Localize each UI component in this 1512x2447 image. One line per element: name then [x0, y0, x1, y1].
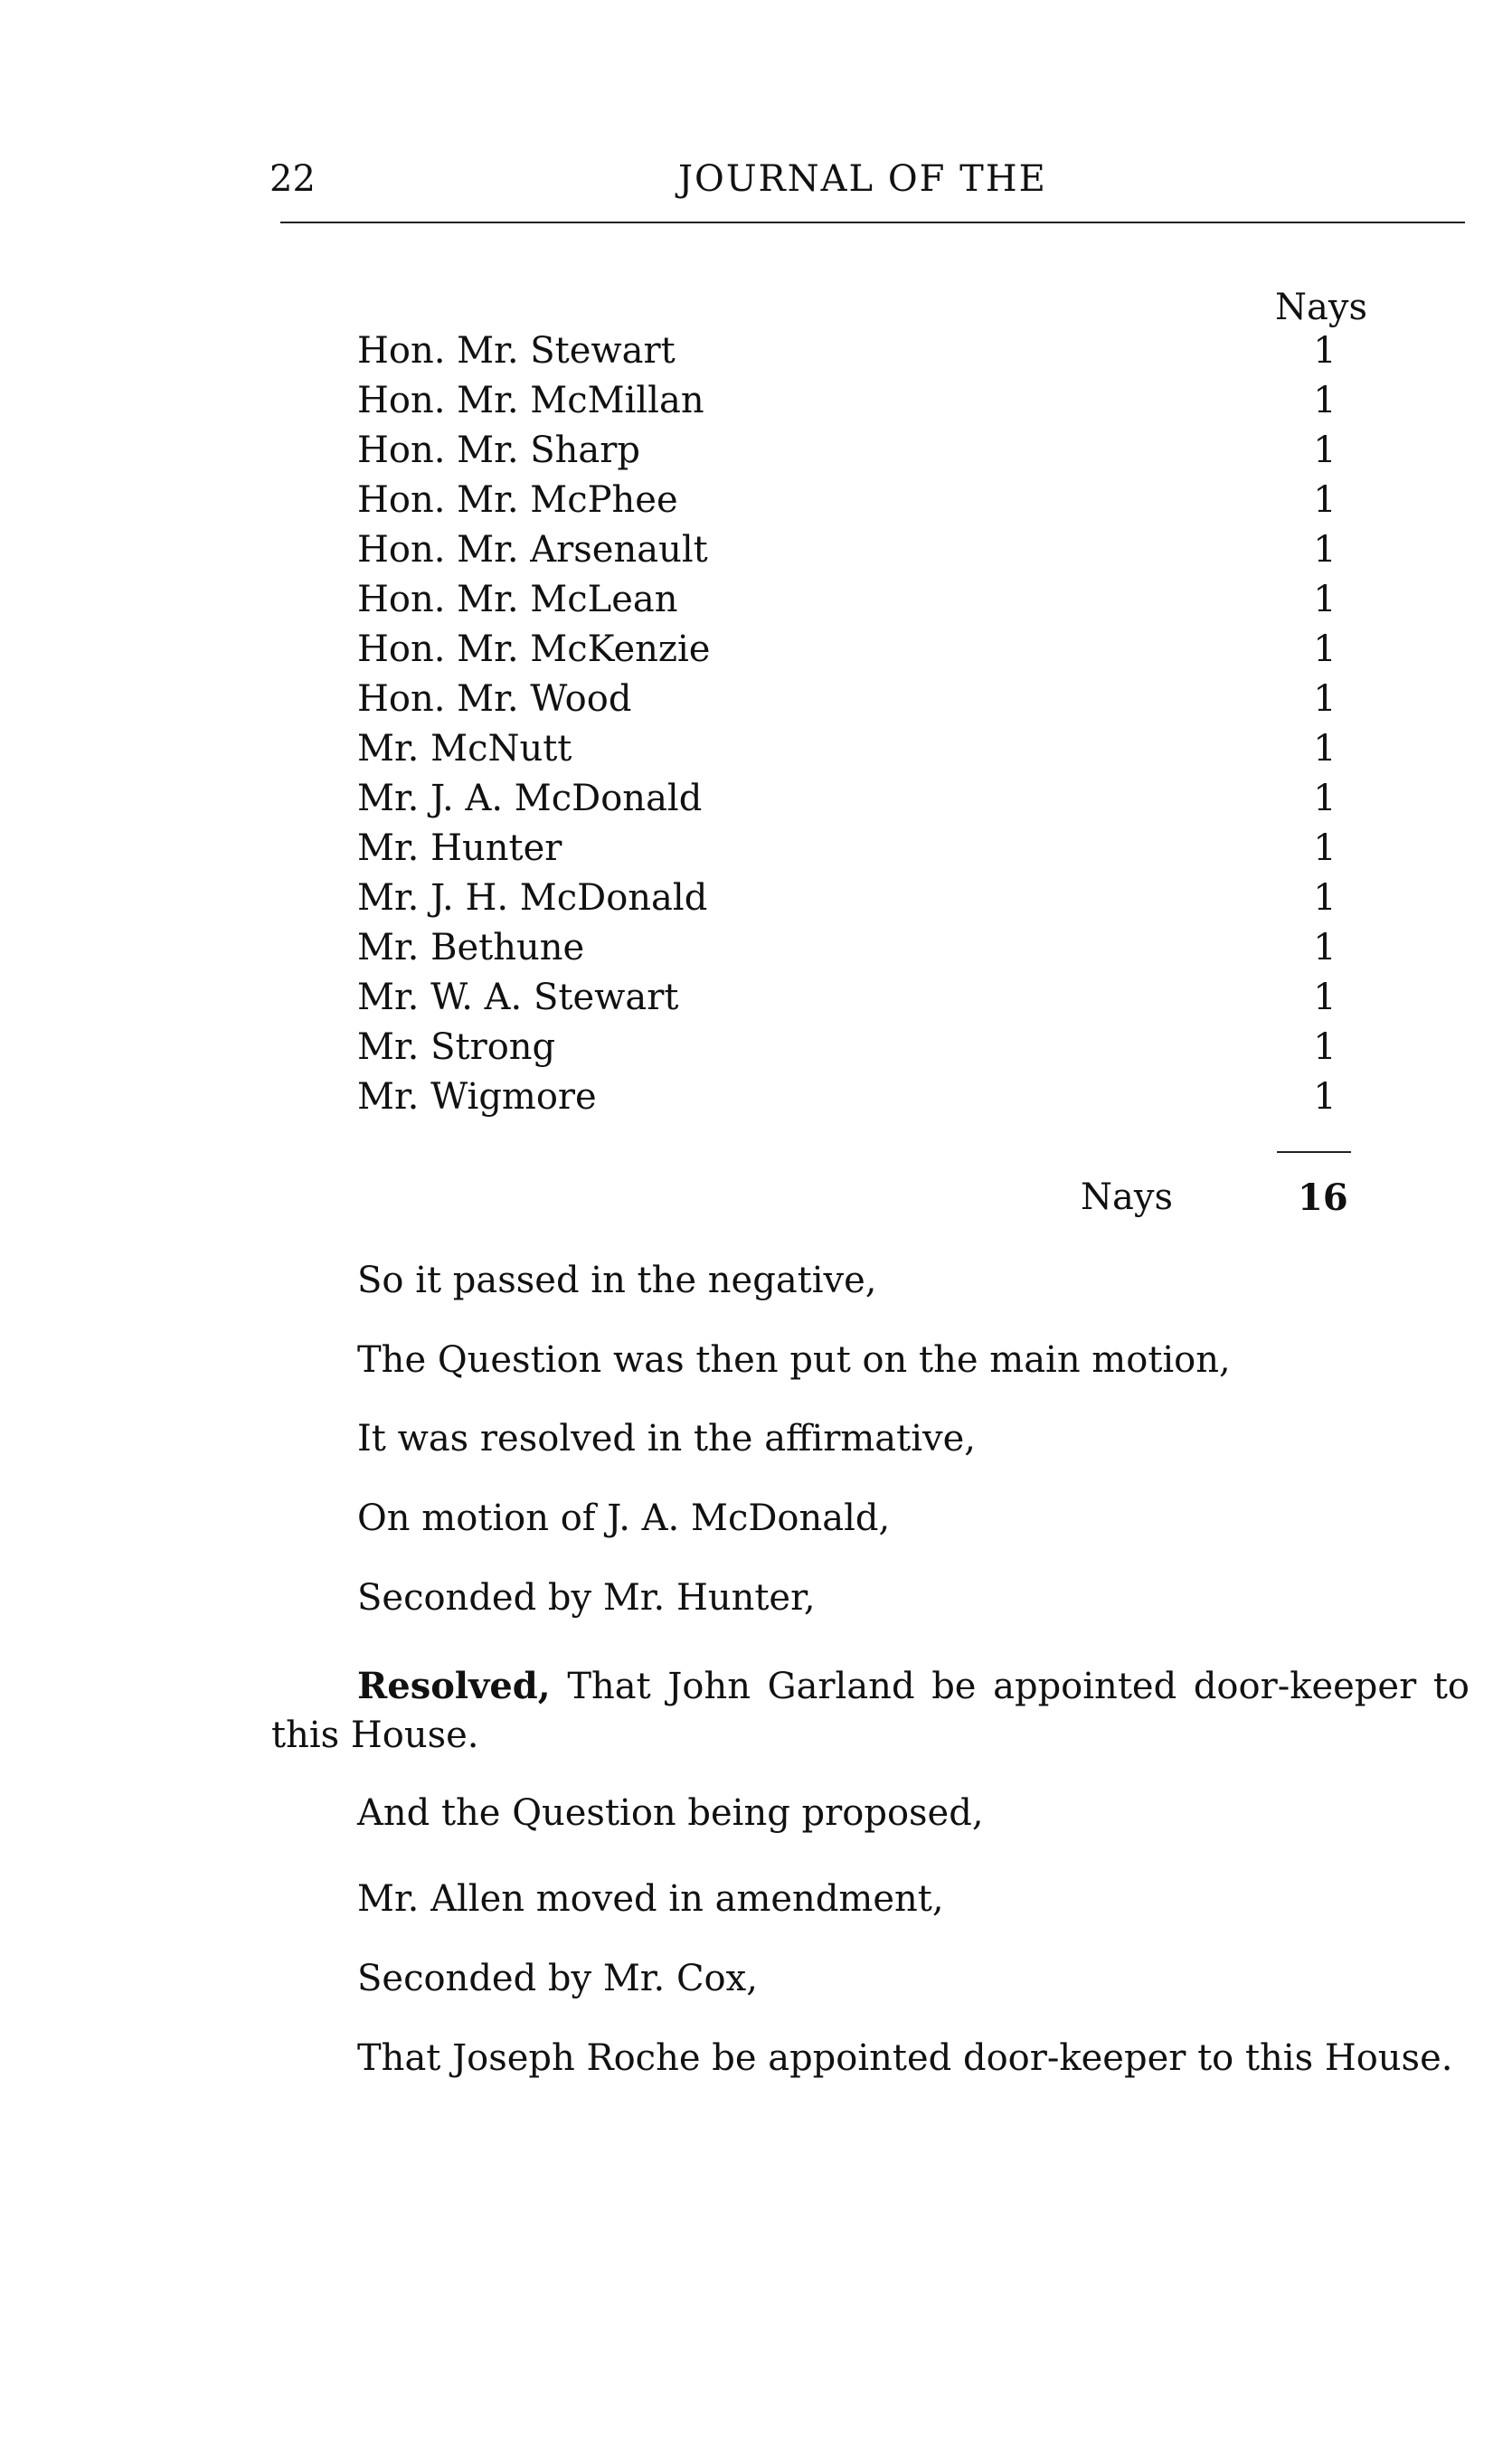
vote-count: 1 — [1313, 529, 1337, 571]
member-name: Hon. Mr. McPhee — [357, 479, 678, 521]
division-row — [0, 979, 1512, 1029]
paragraph-affirmative: It was resolved in the affirmative, — [357, 1418, 977, 1460]
header-rule — [280, 222, 1465, 223]
member-name: Mr. J. A. McDonald — [357, 778, 703, 819]
division-row — [0, 330, 1512, 383]
paragraph-seconded-hunter: Seconded by Mr. Hunter, — [357, 1577, 816, 1619]
member-name: Mr. Bethune — [357, 927, 585, 968]
vote-count: 1 — [1313, 430, 1337, 471]
paragraph-seconded-cox: Seconded by Mr. Cox, — [357, 1958, 758, 1999]
vote-count: 1 — [1313, 1026, 1337, 1068]
total-label: Nays — [1081, 1176, 1173, 1218]
member-name: Mr. J. H. McDonald — [357, 877, 708, 919]
vote-count: 1 — [1313, 927, 1337, 968]
vote-count: 1 — [1313, 678, 1337, 720]
total-value: 16 — [1298, 1176, 1348, 1219]
vote-count: 1 — [1313, 380, 1337, 421]
paragraph-question-put: The Question was then put on the main motion, — [357, 1339, 1231, 1381]
division-row — [0, 927, 1512, 979]
division-row — [0, 432, 1512, 482]
division-row — [0, 780, 1512, 830]
division-row — [0, 877, 1512, 930]
member-name: Hon. Mr. Sharp — [357, 430, 641, 471]
vote-count: 1 — [1313, 330, 1337, 372]
vote-count: 1 — [1313, 977, 1337, 1018]
member-name: Hon. Mr. McMillan — [357, 380, 704, 421]
running-head: JOURNAL OF THE — [678, 158, 1047, 200]
paragraph-negative: So it passed in the negative, — [357, 1260, 877, 1301]
paragraph-amendment: Mr. Allen moved in amendment, — [357, 1878, 944, 1920]
resolved-lead: Resolved, — [357, 1665, 551, 1707]
division-row — [0, 1076, 1512, 1129]
paragraph-resolved — [271, 1662, 1469, 1760]
division-row — [0, 827, 1512, 880]
vote-count: 1 — [1313, 628, 1337, 670]
vote-count: 1 — [1313, 1076, 1337, 1118]
vote-count: 1 — [1313, 877, 1337, 919]
division-row — [0, 529, 1512, 581]
member-name: Mr. Hunter — [357, 827, 562, 869]
division-row — [0, 581, 1512, 631]
member-name: Mr. Wigmore — [357, 1076, 597, 1118]
division-list — [0, 330, 1512, 1129]
nays-column-heading: Nays — [1275, 287, 1367, 328]
division-row — [0, 678, 1512, 731]
division-row — [0, 1026, 1512, 1079]
total-rule — [1277, 1151, 1351, 1153]
member-name: Hon. Mr. McLean — [357, 579, 678, 620]
member-name: Mr. Strong — [357, 1026, 556, 1068]
division-row — [0, 728, 1512, 780]
member-name: Mr. McNutt — [357, 728, 572, 770]
paragraph-motion: On motion of J. A. McDonald, — [357, 1497, 891, 1539]
division-row — [0, 628, 1512, 681]
vote-count: 1 — [1313, 728, 1337, 770]
division-row — [0, 380, 1512, 432]
vote-count: 1 — [1313, 479, 1337, 521]
paragraph-roche: That Joseph Roche be appointed door-keeper to this House. — [357, 2037, 1453, 2079]
vote-count: 1 — [1313, 827, 1337, 869]
member-name: Hon. Mr. Stewart — [357, 330, 676, 372]
member-name: Mr. W. A. Stewart — [357, 977, 679, 1018]
member-name: Hon. Mr. Wood — [357, 678, 632, 720]
vote-count: 1 — [1313, 778, 1337, 819]
page-number: 22 — [269, 158, 316, 200]
member-name: Hon. Mr. McKenzie — [357, 628, 711, 670]
member-name: Hon. Mr. Arsenault — [357, 529, 708, 571]
paragraph-question-proposed: And the Question being proposed, — [357, 1792, 984, 1834]
division-row — [0, 479, 1512, 532]
vote-count: 1 — [1313, 579, 1337, 620]
resolved-text: That John Garland be appointed door-keeper to this House. — [271, 1666, 1470, 1756]
